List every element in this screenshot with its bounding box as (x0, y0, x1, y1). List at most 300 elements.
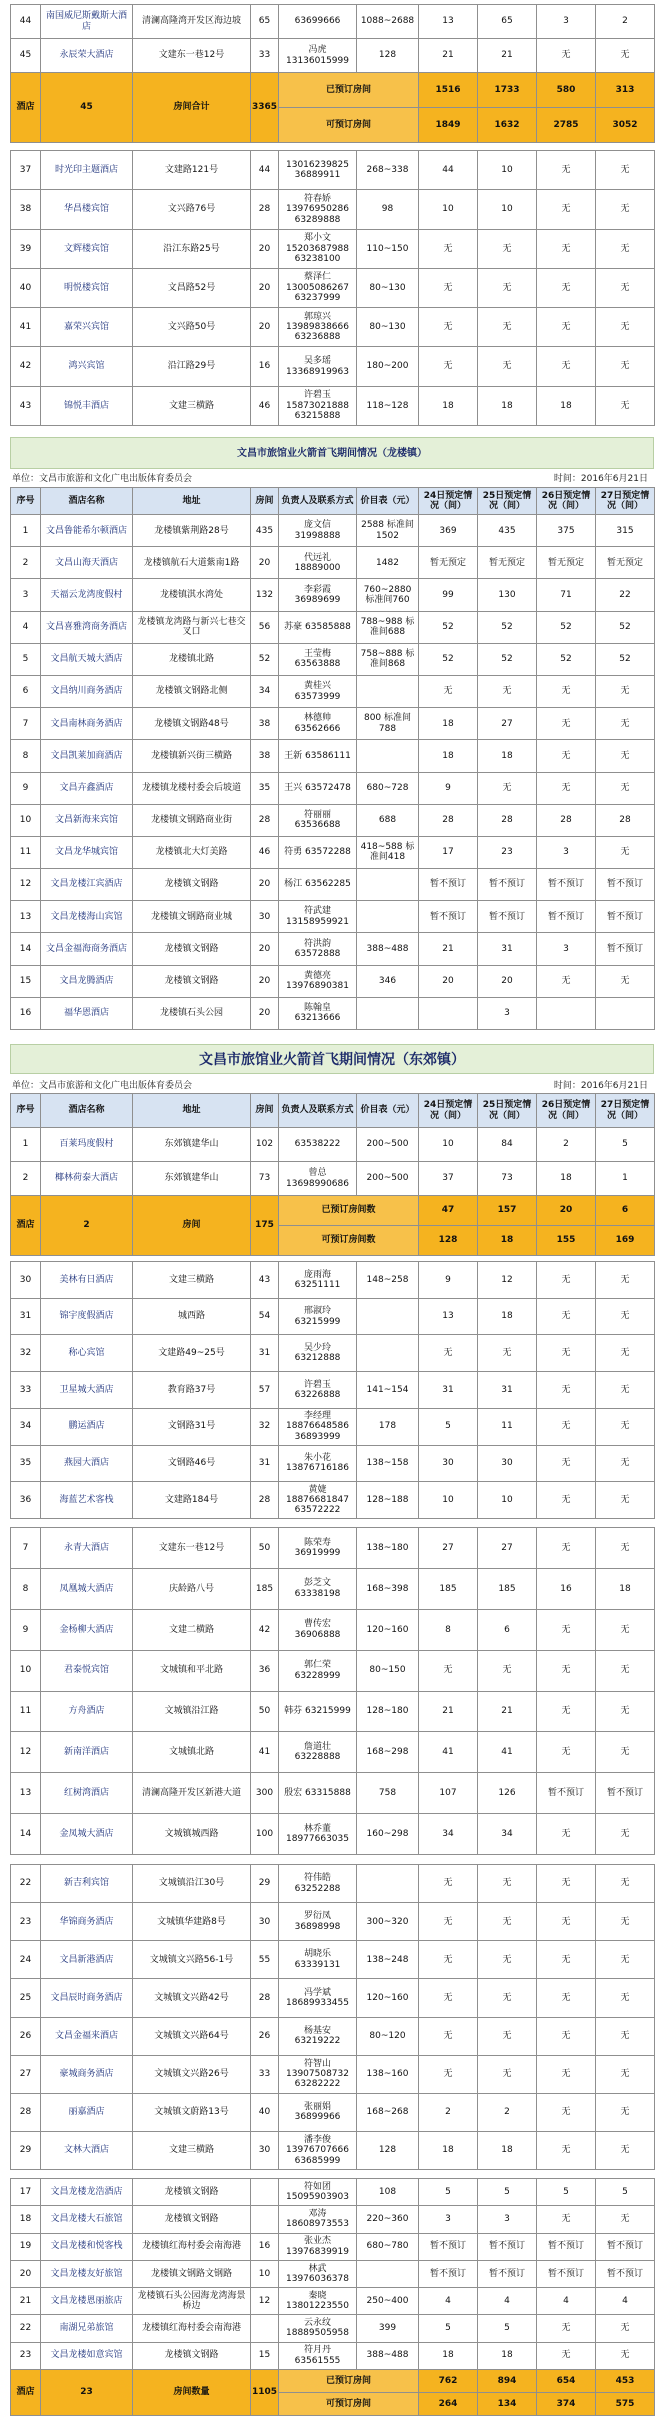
cell-index: 22 (11, 1865, 41, 1903)
cell-contact: 符洪韵 63572888 (279, 933, 357, 965)
cell-day24: 44 (419, 151, 478, 190)
cell-day25: 73 (478, 1162, 537, 1196)
cell-day26: 无 (537, 229, 596, 268)
cell-day24: 18 (419, 708, 478, 740)
cell-day26: 无 (537, 2342, 596, 2369)
table-row (11, 1691, 655, 1732)
cell-address: 文钢路31号 (133, 1408, 251, 1445)
cell-day24: 无 (419, 1903, 478, 1941)
cell-day24: 18 (419, 740, 478, 772)
cell-index: 36 (11, 1482, 41, 1519)
cell-day26: 暂无预定 (537, 547, 596, 579)
cell-day26: 无 (537, 1650, 596, 1691)
summary-booked-label: 已预订房间 (279, 73, 419, 108)
cell-day24: 37 (419, 1162, 478, 1196)
cell-day26: 无 (537, 1941, 596, 1979)
cell-day25: 无 (478, 1650, 537, 1691)
cell-address: 城西路 (133, 1298, 251, 1335)
cell-address: 龙楼镇红海村委会南海港 (133, 2315, 251, 2342)
table-row (11, 5, 655, 39)
cell-hotel-name: 鸿兴宾馆 (41, 347, 133, 386)
cell-contact: 许碧玉 63226888 (279, 1372, 357, 1409)
cell-rooms: 46 (251, 836, 279, 868)
table-row (11, 1903, 655, 1941)
cell-day25: 无 (478, 308, 537, 347)
cell-rooms: 100 (251, 1814, 279, 1855)
cell-hotel-name: 方舟酒店 (41, 1691, 133, 1732)
cell-day24: 暂不预订 (419, 869, 478, 901)
cell-price: 141~154 (357, 1372, 419, 1409)
cell-day24: 10 (419, 190, 478, 229)
cell-contact: 郭琼兴 13989838666 63236888 (279, 308, 357, 347)
cell-contact: 林德帅 63562666 (279, 708, 357, 740)
column-header-index: 序号 (11, 488, 41, 515)
cell-price: 220~360 (357, 2206, 419, 2233)
cell-hotel-name: 金杨柳大酒店 (41, 1609, 133, 1650)
cell-contact: 符武建 13158959921 (279, 901, 357, 933)
cell-price: 178 (357, 1408, 419, 1445)
cell-day27: 无 (596, 1408, 655, 1445)
cell-address: 龙楼镇文钢路48号 (133, 708, 251, 740)
cell-day26: 4 (537, 2288, 596, 2315)
cell-day25: 18 (478, 2342, 537, 2369)
cell-hotel-name: 金凤城大酒店 (41, 1814, 133, 1855)
cell-rooms: 38 (251, 740, 279, 772)
cell-price: 128 (357, 39, 419, 73)
cell-address: 龙楼镇航石大道紫南1路 (133, 547, 251, 579)
cell-index: 35 (11, 1445, 41, 1482)
cell-day27: 无 (596, 1298, 655, 1335)
column-header-day27: 27日预定情况（间） (596, 1094, 655, 1128)
cell-hotel-name: 锦宇度假酒店 (41, 1298, 133, 1335)
cell-contact: 邢淑玲 63215999 (279, 1298, 357, 1335)
cell-address: 龙楼镇文钢路 (133, 933, 251, 965)
cell-day24: 5 (419, 1408, 478, 1445)
cell-day24: 28 (419, 804, 478, 836)
cell-index: 5 (11, 643, 41, 675)
summary-booked-day27: 453 (596, 2369, 655, 2392)
cell-rooms: 42 (251, 1609, 279, 1650)
cell-address: 文城镇北路 (133, 1732, 251, 1773)
cell-index: 8 (11, 1568, 41, 1609)
cell-day27: 无 (596, 676, 655, 708)
column-header-price: 价目表（元） (357, 488, 419, 515)
cell-rooms: 20 (251, 933, 279, 965)
cell-hotel-name: 文昌南林商务酒店 (41, 708, 133, 740)
cell-day25: 10 (478, 151, 537, 190)
column-header-hotel-name: 酒店名称 (41, 1094, 133, 1128)
cell-day24: 无 (419, 2055, 478, 2093)
cell-day27: 无 (596, 2093, 655, 2131)
table-row (11, 308, 655, 347)
summary-rooms-total: 3365 (251, 73, 279, 143)
cell-rooms: 52 (251, 643, 279, 675)
table-row (11, 965, 655, 997)
cell-address: 龙楼镇文钢路 (133, 2206, 251, 2233)
cell-hotel-name: 文昌金福来酒店 (41, 2017, 133, 2055)
cell-rooms: 28 (251, 1482, 279, 1519)
table-row (11, 708, 655, 740)
cell-day27: 无 (596, 965, 655, 997)
cell-day24: 27 (419, 1528, 478, 1569)
cell-index: 21 (11, 2288, 41, 2315)
cell-contact: 蔡泽仁 13005086267 63237999 (279, 268, 357, 307)
cell-contact: 张丽娟 36899966 (279, 2093, 357, 2131)
summary-booked-day25: 894 (478, 2369, 537, 2392)
table-row (11, 1865, 655, 1903)
cell-rooms: 15 (251, 2342, 279, 2369)
cell-address: 沿江路29号 (133, 347, 251, 386)
cell-address: 文建路49~25号 (133, 1335, 251, 1372)
cell-price: 388~488 (357, 2342, 419, 2369)
cell-day27: 无 (596, 2315, 655, 2342)
cell-day26: 无 (537, 2017, 596, 2055)
cell-day27: 暂不预订 (596, 901, 655, 933)
cell-address: 文城镇文兴路26号 (133, 2055, 251, 2093)
cell-rooms: 435 (251, 515, 279, 547)
summary-rooms-total: 175 (251, 1196, 279, 1256)
cell-rooms: 102 (251, 1128, 279, 1162)
cell-hotel-name: 文昌龙楼大石旅馆 (41, 2206, 133, 2233)
cell-price: 160~298 (357, 1814, 419, 1855)
cell-address: 文昌路52号 (133, 268, 251, 307)
cell-rooms: 43 (251, 1262, 279, 1299)
summary-booked-day26: 654 (537, 2369, 596, 2392)
cell-hotel-name: 华锦商务酒店 (41, 1903, 133, 1941)
cell-price: 108 (357, 2179, 419, 2206)
cell-day27: 无 (596, 2055, 655, 2093)
cell-contact: 许碧玉 15873021888 63215888 (279, 386, 357, 425)
cell-day27: 无 (596, 2206, 655, 2233)
cell-address: 文建路121号 (133, 151, 251, 190)
cell-day26: 无 (537, 1979, 596, 2017)
cell-day25: 无 (478, 1979, 537, 2017)
column-header-address: 地址 (133, 488, 251, 515)
cell-day25: 无 (478, 347, 537, 386)
cell-contact: 冯学斌 18689933455 (279, 1979, 357, 2017)
cell-rooms: 16 (251, 2233, 279, 2260)
table-row (11, 2131, 655, 2169)
cell-index: 11 (11, 1691, 41, 1732)
cell-address: 清澜高隆湾开发区海边坡 (133, 5, 251, 39)
cell-day25: 无 (478, 2055, 537, 2093)
cell-rooms: 54 (251, 1298, 279, 1335)
cell-day25: 52 (478, 611, 537, 643)
cell-hotel-name: 文昌凯莱加商酒店 (41, 740, 133, 772)
cell-address: 龙楼镇文钢路 (133, 869, 251, 901)
table-row (11, 1609, 655, 1650)
cell-day26: 无 (537, 1482, 596, 1519)
cell-day24 (419, 997, 478, 1029)
cell-hotel-name: 文昌新海来宾馆 (41, 804, 133, 836)
cell-day25: 65 (478, 5, 537, 39)
cell-contact: 彭芝文 63338198 (279, 1568, 357, 1609)
cell-rooms: 40 (251, 2093, 279, 2131)
cell-index: 20 (11, 2260, 41, 2287)
cell-day26: 2 (537, 1128, 596, 1162)
cell-price: 118~128 (357, 386, 419, 425)
cell-index: 28 (11, 2093, 41, 2131)
table-row (11, 1650, 655, 1691)
cell-hotel-name: 文昌龙腾酒店 (41, 965, 133, 997)
cell-contact: 曹传宏 36906888 (279, 1609, 357, 1650)
cell-index: 23 (11, 2342, 41, 2369)
cell-price: 1088~2688 (357, 5, 419, 39)
cell-address: 龙楼镇文钢路 (133, 965, 251, 997)
cell-day27: 无 (596, 772, 655, 804)
cell-day25: 无 (478, 1865, 537, 1903)
table-row (11, 740, 655, 772)
cell-price (357, 1298, 419, 1335)
cell-address: 龙楼镇淇水湾处 (133, 579, 251, 611)
cell-address: 文建二横路 (133, 1609, 251, 1650)
cell-day25: 18 (478, 386, 537, 425)
cell-address: 龙楼镇北大灯美路 (133, 836, 251, 868)
cell-day24: 无 (419, 1941, 478, 1979)
summary-booked-day26: 20 (537, 1196, 596, 1226)
cell-index: 33 (11, 1372, 41, 1409)
cell-day27: 1 (596, 1162, 655, 1196)
cell-day27: 4 (596, 2288, 655, 2315)
cell-day25: 暂不预订 (478, 901, 537, 933)
cell-day24: 31 (419, 1372, 478, 1409)
cell-contact: 胡晓乐 63339131 (279, 1941, 357, 1979)
cell-address: 龙楼镇紫荆路28号 (133, 515, 251, 547)
table-row (11, 39, 655, 73)
summary-booked-day27: 313 (596, 73, 655, 108)
date-text: 时间：2016年6月21日 (553, 474, 648, 484)
cell-day26: 无 (537, 2131, 596, 2169)
cell-day27: 无 (596, 347, 655, 386)
cell-day25: 10 (478, 1482, 537, 1519)
summary-available-label: 可预订房间数 (279, 1226, 419, 1256)
cell-contact: 符丽丽 63536688 (279, 804, 357, 836)
column-header-rooms: 房间 (251, 488, 279, 515)
cell-address: 沿江东路25号 (133, 229, 251, 268)
cell-address: 东郊镇建华山 (133, 1128, 251, 1162)
table-row (11, 347, 655, 386)
cell-contact: 杨基安 63219222 (279, 2017, 357, 2055)
cell-day25: 18 (478, 1298, 537, 1335)
cell-day26: 5 (537, 2179, 596, 2206)
cell-index: 40 (11, 268, 41, 307)
cell-day25: 暂不预订 (478, 2233, 537, 2260)
cell-price: 138~160 (357, 2055, 419, 2093)
cell-hotel-name: 文昌金福海商务酒店 (41, 933, 133, 965)
cell-rooms: 34 (251, 676, 279, 708)
cell-contact: 黄德亮 13976890381 (279, 965, 357, 997)
cell-index: 10 (11, 1650, 41, 1691)
cell-address: 文城镇文兴路56-1号 (133, 1941, 251, 1979)
table-row (11, 2055, 655, 2093)
cell-price: 168~398 (357, 1568, 419, 1609)
cell-price (357, 1335, 419, 1372)
cell-rooms: 50 (251, 1691, 279, 1732)
cell-day27: 315 (596, 515, 655, 547)
cell-index: 2 (11, 547, 41, 579)
table-row (11, 1298, 655, 1335)
cell-day26: 无 (537, 2093, 596, 2131)
cell-address: 文城镇华建路8号 (133, 1903, 251, 1941)
cell-address: 文城镇城西路 (133, 1814, 251, 1855)
cell-day24: 10 (419, 1482, 478, 1519)
cell-price: 200~500 (357, 1162, 419, 1196)
cell-hotel-name: 文昌航天城大酒店 (41, 643, 133, 675)
table-row (11, 2315, 655, 2342)
table-row (11, 997, 655, 1029)
cell-index: 37 (11, 151, 41, 190)
cell-rooms: 31 (251, 1335, 279, 1372)
cell-price: 120~160 (357, 1609, 419, 1650)
cell-contact: 王新 63586111 (279, 740, 357, 772)
cell-rooms: 29 (251, 1865, 279, 1903)
cell-price: 788~988 标准间688 (357, 611, 419, 643)
cell-rooms: 41 (251, 1732, 279, 1773)
cell-contact: 符月丹 63561555 (279, 2342, 357, 2369)
hotel-table-section1 (10, 4, 655, 143)
cell-day27: 无 (596, 151, 655, 190)
summary-row-booked (11, 2369, 655, 2392)
cell-day24: 17 (419, 836, 478, 868)
cell-day24: 34 (419, 1814, 478, 1855)
cell-price: 388~488 (357, 933, 419, 965)
cell-day27: 无 (596, 1372, 655, 1409)
cell-address: 东郊镇建华山 (133, 1162, 251, 1196)
cell-day24: 21 (419, 39, 478, 73)
column-header-day25: 25日预定情况（间） (478, 1094, 537, 1128)
cell-day26: 无 (537, 268, 596, 307)
cell-day24: 无 (419, 1865, 478, 1903)
cell-price: 138~180 (357, 1528, 419, 1569)
cell-rooms: 65 (251, 5, 279, 39)
cell-index: 9 (11, 1609, 41, 1650)
table-header-row (11, 1094, 655, 1128)
cell-contact: 王兴 63572478 (279, 772, 357, 804)
cell-address: 文兴路76号 (133, 190, 251, 229)
cell-price (357, 901, 419, 933)
cell-address: 文建三横路 (133, 386, 251, 425)
cell-price (357, 1865, 419, 1903)
cell-index: 27 (11, 2055, 41, 2093)
cell-day27 (596, 997, 655, 1029)
summary-available-day25: 1632 (478, 108, 537, 143)
cell-address: 文城镇沿江30号 (133, 1865, 251, 1903)
summary-available-day24: 128 (419, 1226, 478, 1256)
cell-day24: 5 (419, 2315, 478, 2342)
cell-rooms: 30 (251, 2131, 279, 2169)
cell-day27: 无 (596, 1979, 655, 2017)
cell-day26: 无 (537, 39, 596, 73)
table-row (11, 836, 655, 868)
cell-rooms: 30 (251, 1903, 279, 1941)
cell-contact: 吴少玲 63212888 (279, 1335, 357, 1372)
cell-address: 龙楼镇北路 (133, 643, 251, 675)
cell-day25: 52 (478, 643, 537, 675)
cell-hotel-name: 称心宾馆 (41, 1335, 133, 1372)
cell-day26: 无 (537, 2055, 596, 2093)
cell-rooms: 20 (251, 268, 279, 307)
cell-price: 98 (357, 190, 419, 229)
unit-text: 单位：文昌市旅游和文化广电出版体育委员会 (12, 474, 193, 484)
cell-rooms (251, 2206, 279, 2233)
cell-day26: 无 (537, 1691, 596, 1732)
unit-text: 单位：文昌市旅游和文化广电出版体育委员会 (12, 1081, 193, 1091)
cell-hotel-name: 明悦楼宾馆 (41, 268, 133, 307)
cell-hotel-name: 百莱玛度假村 (41, 1128, 133, 1162)
cell-price: 399 (357, 2315, 419, 2342)
table-row (11, 1335, 655, 1372)
summary-hotel-count: 2 (41, 1196, 133, 1256)
column-header-day24: 24日预定情况（间） (419, 1094, 478, 1128)
cell-day26: 无 (537, 151, 596, 190)
cell-rooms: 32 (251, 1408, 279, 1445)
summary-booked-day24: 762 (419, 2369, 478, 2392)
cell-day25: 21 (478, 1691, 537, 1732)
cell-contact: 黄桂兴 63573999 (279, 676, 357, 708)
cell-day27: 暂不预订 (596, 869, 655, 901)
summary-booked-day25: 1733 (478, 73, 537, 108)
cell-hotel-name: 文昌新港酒店 (41, 1941, 133, 1979)
cell-day24: 暂无预定 (419, 547, 478, 579)
cell-day27: 18 (596, 1568, 655, 1609)
summary-available-day25: 18 (478, 1226, 537, 1256)
cell-price: 680~780 (357, 2233, 419, 2260)
cell-contact: 郭仁荣 63228999 (279, 1650, 357, 1691)
hotel-table-section8 (10, 2178, 655, 2416)
cell-day24: 2 (419, 2093, 478, 2131)
cell-address: 龙楼镇红海村委会南海港 (133, 2233, 251, 2260)
cell-price: 80~150 (357, 1650, 419, 1691)
table-row (11, 1128, 655, 1162)
cell-address: 教育路37号 (133, 1372, 251, 1409)
cell-contact: 黄婕 18876681847 63572222 (279, 1482, 357, 1519)
cell-index: 13 (11, 1773, 41, 1814)
cell-address: 文建三横路 (133, 1262, 251, 1299)
cell-contact: 庞文信 31998888 (279, 515, 357, 547)
cell-day27: 5 (596, 2179, 655, 2206)
cell-rooms: 20 (251, 869, 279, 901)
cell-address: 龙楼镇龙楼村委会后坡道 (133, 772, 251, 804)
table-row (11, 869, 655, 901)
cell-day24: 13 (419, 5, 478, 39)
cell-hotel-name: 文辉楼宾馆 (41, 229, 133, 268)
cell-rooms: 55 (251, 1941, 279, 1979)
cell-day26: 暂不预订 (537, 869, 596, 901)
cell-day26: 无 (537, 1528, 596, 1569)
table-row (11, 1568, 655, 1609)
cell-price: 80~130 (357, 268, 419, 307)
summary-booked-day24: 1516 (419, 73, 478, 108)
cell-hotel-name: 海蓝艺术客栈 (41, 1482, 133, 1519)
cell-index: 6 (11, 676, 41, 708)
cell-price: 138~248 (357, 1941, 419, 1979)
table-row (11, 190, 655, 229)
cell-hotel-name: 豪城商务酒店 (41, 2055, 133, 2093)
cell-price: 250~400 (357, 2288, 419, 2315)
cell-day27: 2 (596, 5, 655, 39)
cell-hotel-name: 天福云龙湾度假村 (41, 579, 133, 611)
summary-rooms-label: 房间 (133, 1196, 251, 1256)
cell-price: 110~150 (357, 229, 419, 268)
summary-label: 酒店 (11, 2369, 41, 2415)
cell-day25: 31 (478, 1372, 537, 1409)
cell-day25: 无 (478, 229, 537, 268)
cell-index: 42 (11, 347, 41, 386)
cell-hotel-name: 文昌龙楼如意宾馆 (41, 2342, 133, 2369)
cell-rooms: 38 (251, 708, 279, 740)
cell-address: 文兴路50号 (133, 308, 251, 347)
cell-rooms (251, 2315, 279, 2342)
